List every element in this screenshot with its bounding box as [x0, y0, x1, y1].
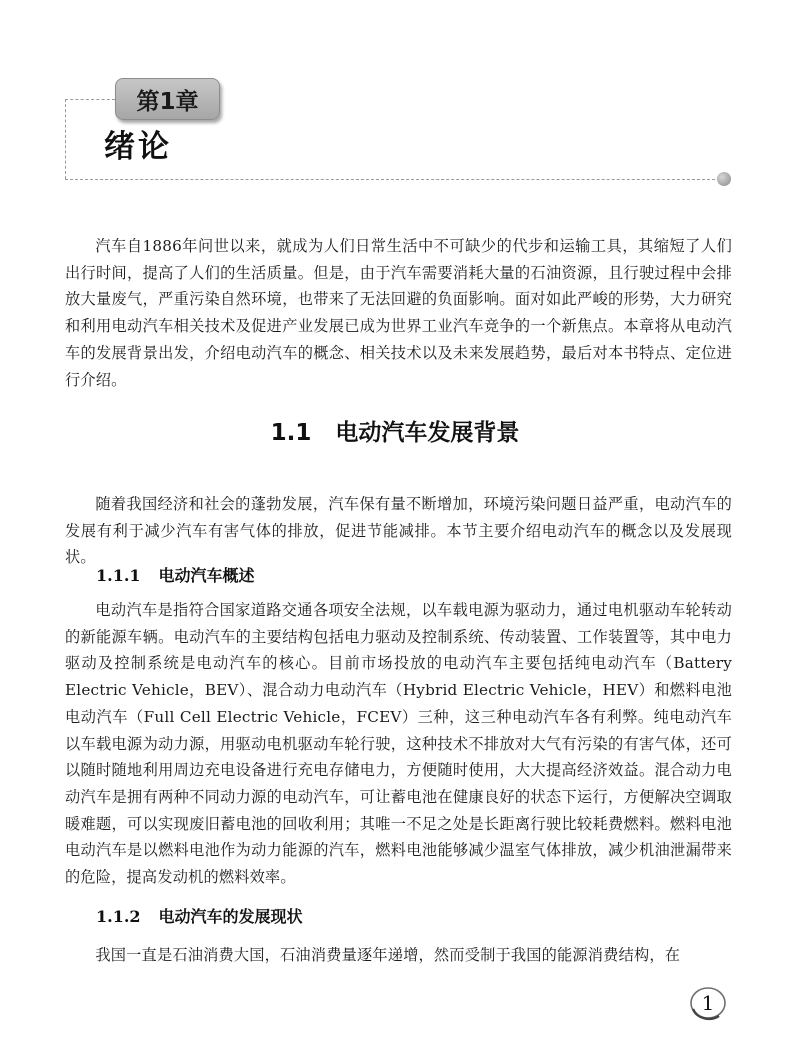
subsection-title: 电动汽车概述 [158, 566, 255, 585]
section-1-1-1-paragraph: 电动汽车是指符合国家道路交通各项安全法规，以车载电源为驱动力，通过电机驱动车轮转动的新能源车辆。电动汽车的主要结构包括电力驱动及控制系统、传动装置、工作装置等，其中电力驱动及控制系统是电动汽车的核心。目前市场投放的电动汽车主要包括纯电动汽车（Battery Electric Vehicle，BEV）、混合动力电动汽车（Hybrid Electric Vehicle，HEV）和燃料电池电动汽车（Full Cell Electric Vehicle，FCEV）三种，这三种电动汽车各有利弊。纯电动汽车以车载电源为动力源，用驱动电机驱动车轮行驶，这种技术不排放对大气有污染的有害气体，还可以随时随地利用周边充电设备进行充电存储电力，方便随时使用，大大提高经济效益。混合动力电动汽车是拥有两种不同动力源的电动汽车，可让蓄电池在健康良好的状态下运行，方便解决空调取暖难题，可以实现废旧蓄电池的回收利用；其唯一不足之处是长距离行驶比较耗费燃料。燃料电池电动汽车是以燃料电池作为动力能源的汽车，燃料电池能够减少温室气体排放，减少机油泄漏带来的危险，提高发动机的燃料效率。 [65, 601, 732, 887]
subsection-heading-1-1-2 [96, 906, 303, 928]
subsection-heading-1-1-1 [96, 565, 255, 587]
section-1-1-paragraph: 随着我国经济和社会的蓬勃发展，汽车保有量不断增加，环境污染问题日益严重，电动汽车的发展有利于减少汽车有害气体的排放，促进节能减排。本节主要介绍电动汽车的概念以及发展现状。 [65, 495, 732, 567]
chapter-frame-top-line [65, 99, 115, 100]
section-1-1-2-paragraph: 我国一直是石油消费大国，石油消费量逐年递增，然而受制于我国的能源消费结构，在 [95, 946, 681, 964]
chapter-badge: 第1章 [115, 78, 220, 120]
chapter-frame-dot-icon [717, 172, 731, 186]
section-title: 电动汽车发展背景 [335, 420, 520, 446]
subsection-number: 1.1.2 [96, 907, 141, 926]
section-number: 1.1 [270, 420, 312, 446]
intro-paragraph: 汽车自1886年问世以来，就成为人们日常生活中不可缺少的代步和运输工具，其缩短了人们出行时间，提高了人们的生活质量。但是，由于汽车需要消耗大量的石油资源，且行驶过程中会排放大量废气，严重污染自然环境，也带来了无法回避的负面影响。面对如此严峻的形势，大力研究和利用电动汽车相关技术及促进产业发展已成为世界工业汽车竞争的一个新焦点。本章将从电动汽车的发展背景出发，介绍电动汽车的概念、相关技术以及未来发展趋势，最后对本书特点、定位进行介绍。 [65, 237, 732, 389]
subsection-number: 1.1.1 [96, 566, 141, 585]
page-number-badge [688, 985, 728, 1021]
section-heading-1-1 [0, 418, 790, 448]
page-number: 1 [701, 991, 715, 1015]
chapter-title: 绪论 [104, 129, 172, 165]
chapter-frame-bottom-line [65, 179, 720, 180]
subsection-title: 电动汽车的发展现状 [158, 907, 303, 926]
chapter-frame-left-line [65, 99, 66, 179]
